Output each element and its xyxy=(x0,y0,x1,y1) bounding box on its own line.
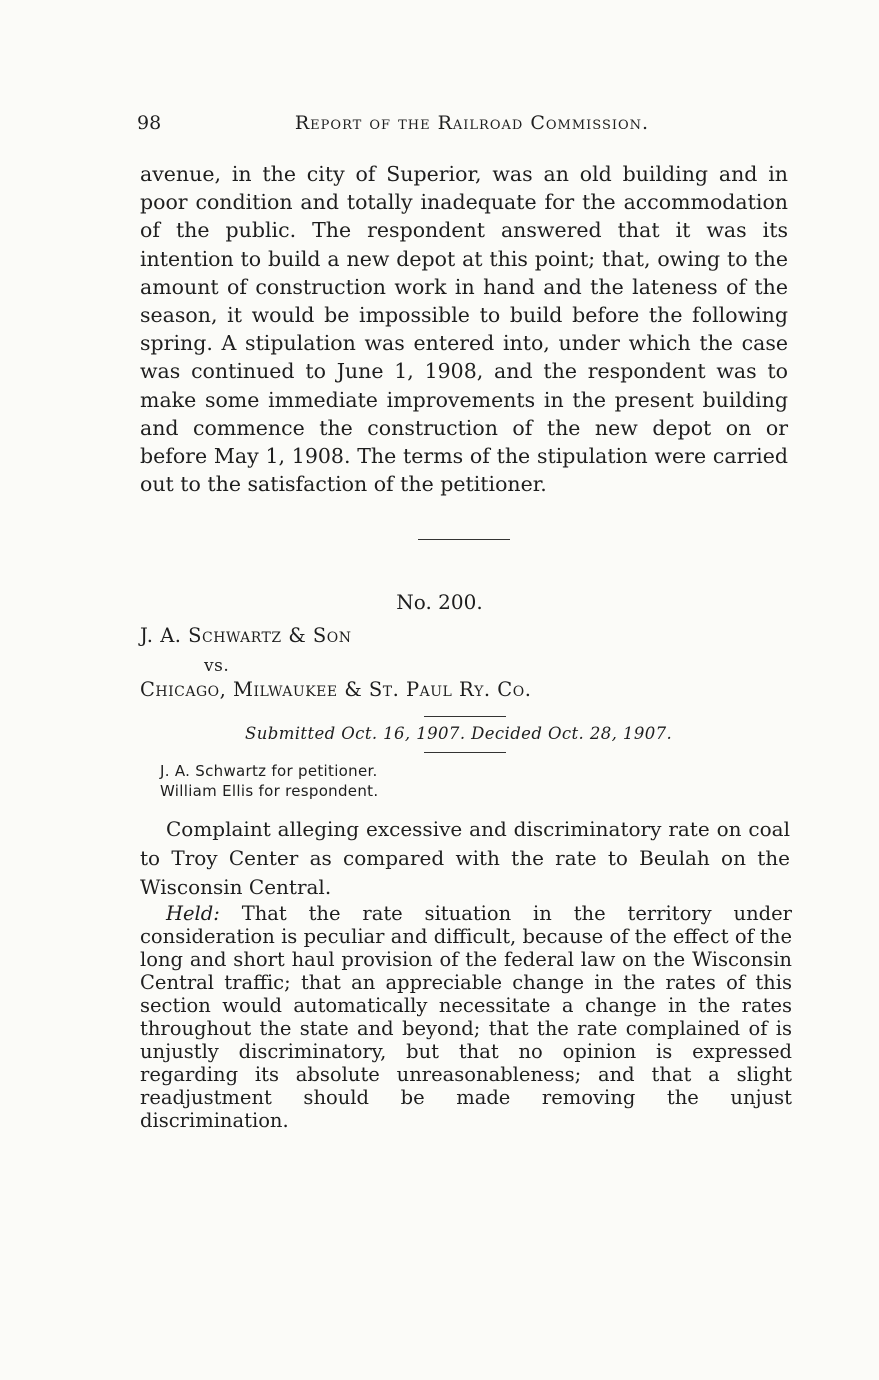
dates-rule-top xyxy=(424,716,506,717)
running-title: Report of the Railroad Commission. xyxy=(294,112,650,134)
held-label: Held: xyxy=(166,902,220,925)
counsel-petitioner: J. A. Schwartz for petitioner. xyxy=(160,762,378,780)
held-paragraph xyxy=(140,902,792,1132)
section-divider xyxy=(418,539,510,540)
held-text: That the rate situation in the territory under consideration is peculiar and difficult, because of the effect of the long and short haul provision of the federal law on the Wisconsin Central traffic; that an appreciable change in the rates of this section would automatically necessitate a change in the rates throughout the state and beyond; that the rate complained of is unjustly discriminatory, but that no opinion is expressed regarding its absolute unreasonableness; and that a slight readjustment should be made removing the unjust discrimination. xyxy=(140,902,792,1132)
opening-paragraph: avenue, in the city of Superior, was an old building and in poor condition and totally inadequate for the accommodation of the public. The respondent answered that it was its intention to build a new depot at this point; that, owing to the amount of construction work in hand and the lateness of the season, it would be impossible to build before the following spring. A stipulation was entered into, under which the case was continued to June 1, 1908, and the respondent was to make some immediate improvements in the present building and commence the construction of the new depot on or before May 1, 1908. The terms of the stipulation were carried out to the satisfaction of the petitioner. xyxy=(140,162,788,497)
dates-rule-bottom xyxy=(424,752,506,753)
versus-label: vs. xyxy=(204,656,230,676)
page-header xyxy=(137,112,789,142)
petitioner-name: J. A. Schwartz & Son xyxy=(140,624,352,647)
respondent-name: Chicago, Milwaukee & St. Paul Ry. Co. xyxy=(140,678,532,701)
case-dates: Submitted Oct. 16, 1907. Decided Oct. 28, 1907. xyxy=(245,724,673,743)
complaint-paragraph: Complaint alleging excessive and discriminatory rate on coal to Troy Center as compared with the rate to Beulah on the Wisconsin Central. xyxy=(140,817,790,899)
page-number: 98 xyxy=(137,112,162,134)
counsel-respondent: William Ellis for respondent. xyxy=(160,782,379,800)
case-number: No. 200. xyxy=(396,590,483,614)
